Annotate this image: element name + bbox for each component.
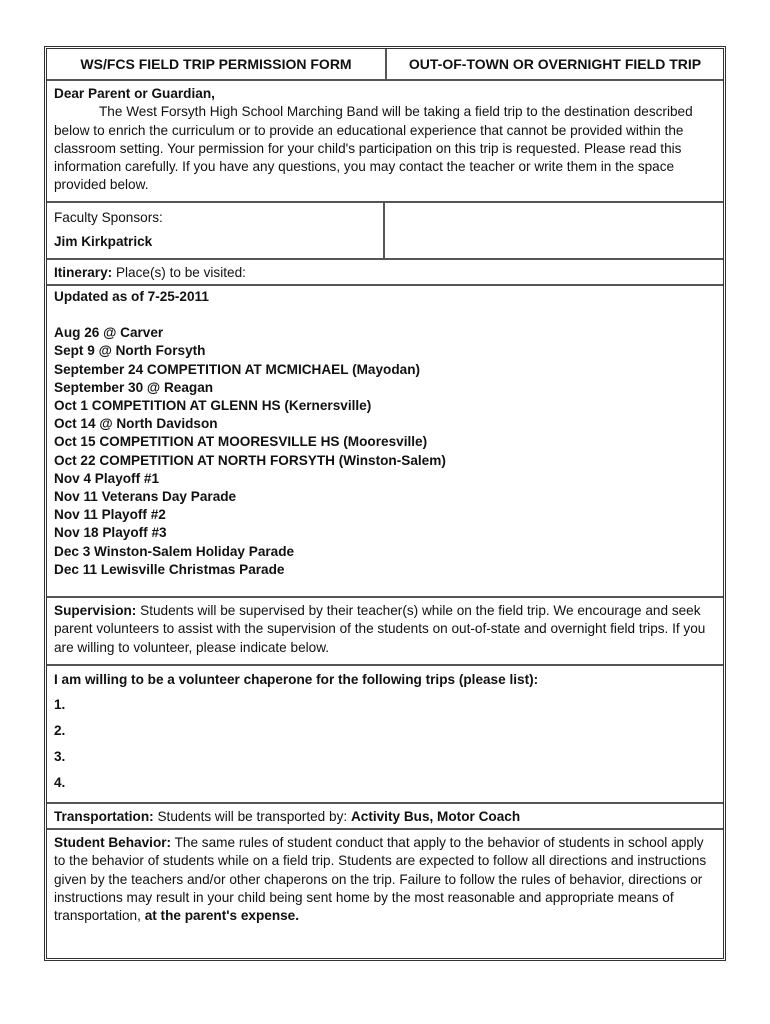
volunteer-line-1[interactable]: 1. — [54, 697, 66, 712]
itinerary-list — [47, 286, 723, 598]
behavior-text: The same rules of student conduct that apply to the behavior of students in school apply to the behavior of students while on a field trip. Students are expected to follow all directions and instructions given by the teachers and/or other chaperons on the trip. Failure to follow the rules of behavior, directions or instructions may result in your child being sent home by the most reasonable and appropriate means of transportation, — [54, 835, 707, 924]
itinerary-event: Dec 3 Winston-Salem Holiday Parade — [54, 543, 295, 559]
form-title: WS/FCS FIELD TRIP PERMISSION FORM — [47, 49, 387, 79]
itinerary-event: Nov 11 Veterans Day Parade — [54, 489, 237, 505]
sponsors-cell — [47, 203, 385, 258]
itinerary-event: Sept 9 @ North Forsyth — [54, 343, 206, 359]
sponsors-section — [47, 203, 723, 260]
volunteer-line-2[interactable]: 2. — [54, 723, 66, 738]
itinerary-event: September 30 @ Reagan — [54, 379, 214, 395]
itinerary-updated: Updated as of 7-25-2011 — [54, 289, 209, 304]
supervision-text: Students will be supervised by their teacher(s) while on the field trip. We encourage and seek parent volunteers to assist with the supervision of the students on out-of-state and overnight field trips. If you are willing to volunteer, please indicate below. — [54, 603, 706, 655]
transportation-mode: Activity Bus, Motor Coach — [350, 809, 521, 824]
behavior-section — [47, 830, 723, 958]
supervision-section — [47, 598, 723, 666]
itinerary-event: Nov 4 Playoff #1 — [54, 470, 160, 486]
transportation-text: Students will be transported by: — [157, 809, 348, 824]
itinerary-event: Oct 15 COMPETITION AT MOORESVILLE HS (Mooresville) — [54, 434, 428, 450]
sponsors-blank-cell — [385, 203, 723, 258]
transportation-section — [47, 804, 723, 830]
form-header — [47, 49, 723, 81]
itinerary-header — [47, 260, 723, 286]
intro-paragraph — [54, 103, 717, 194]
itinerary-event: Aug 26 @ Carver — [54, 325, 164, 341]
itinerary-event: Oct 22 COMPETITION AT NORTH FORSYTH (Winston-Salem) — [54, 452, 446, 468]
volunteer-section — [47, 666, 723, 804]
trip-type-title: OUT-OF-TOWN OR OVERNIGHT FIELD TRIP — [408, 56, 702, 72]
behavior-emphasis: at the parent's expense. — [144, 908, 300, 924]
intro-text: The West Forsyth High School Marching Band will be taking a field trip to the destination described below to enrich the curriculum or to provide an educational experience that cannot be provided within the classroom setting. Your permission for your child's participation on this trip is requested. Please read this information carefully. If you have any questions, you may contact the teacher or write them in the space provided below. — [54, 104, 693, 193]
sponsors-label: Faculty Sponsors: — [54, 210, 163, 225]
itinerary-event: Oct 14 @ North Davidson — [54, 416, 218, 432]
salutation: Dear Parent or Guardian, — [54, 86, 215, 101]
itinerary-event: Nov 18 Playoff #3 — [54, 525, 167, 541]
itinerary-event: Dec 11 Lewisville Christmas Parade — [54, 561, 285, 577]
supervision-label: Supervision: — [54, 603, 137, 618]
itinerary-event: Nov 11 Playoff #2 — [54, 507, 166, 523]
volunteer-line-3[interactable]: 3. — [54, 749, 66, 764]
volunteer-line-4[interactable]: 4. — [54, 775, 66, 790]
volunteer-heading: I am willing to be a volunteer chaperone for the following trips (please list): — [54, 672, 539, 687]
intro-section — [47, 81, 723, 203]
behavior-label: Student Behavior: — [54, 835, 172, 850]
itinerary-event: September 24 COMPETITION AT MCMICHAEL (Mayodan) — [54, 361, 421, 377]
sponsor-name: Jim Kirkpatrick — [54, 234, 153, 249]
itinerary-label: Itinerary: — [54, 265, 113, 280]
itinerary-sublabel: Place(s) to be visited: — [115, 265, 246, 280]
itinerary-event: Oct 1 COMPETITION AT GLENN HS (Kernersville) — [54, 398, 372, 414]
transportation-label: Transportation: — [54, 809, 154, 824]
permission-form — [44, 46, 726, 961]
